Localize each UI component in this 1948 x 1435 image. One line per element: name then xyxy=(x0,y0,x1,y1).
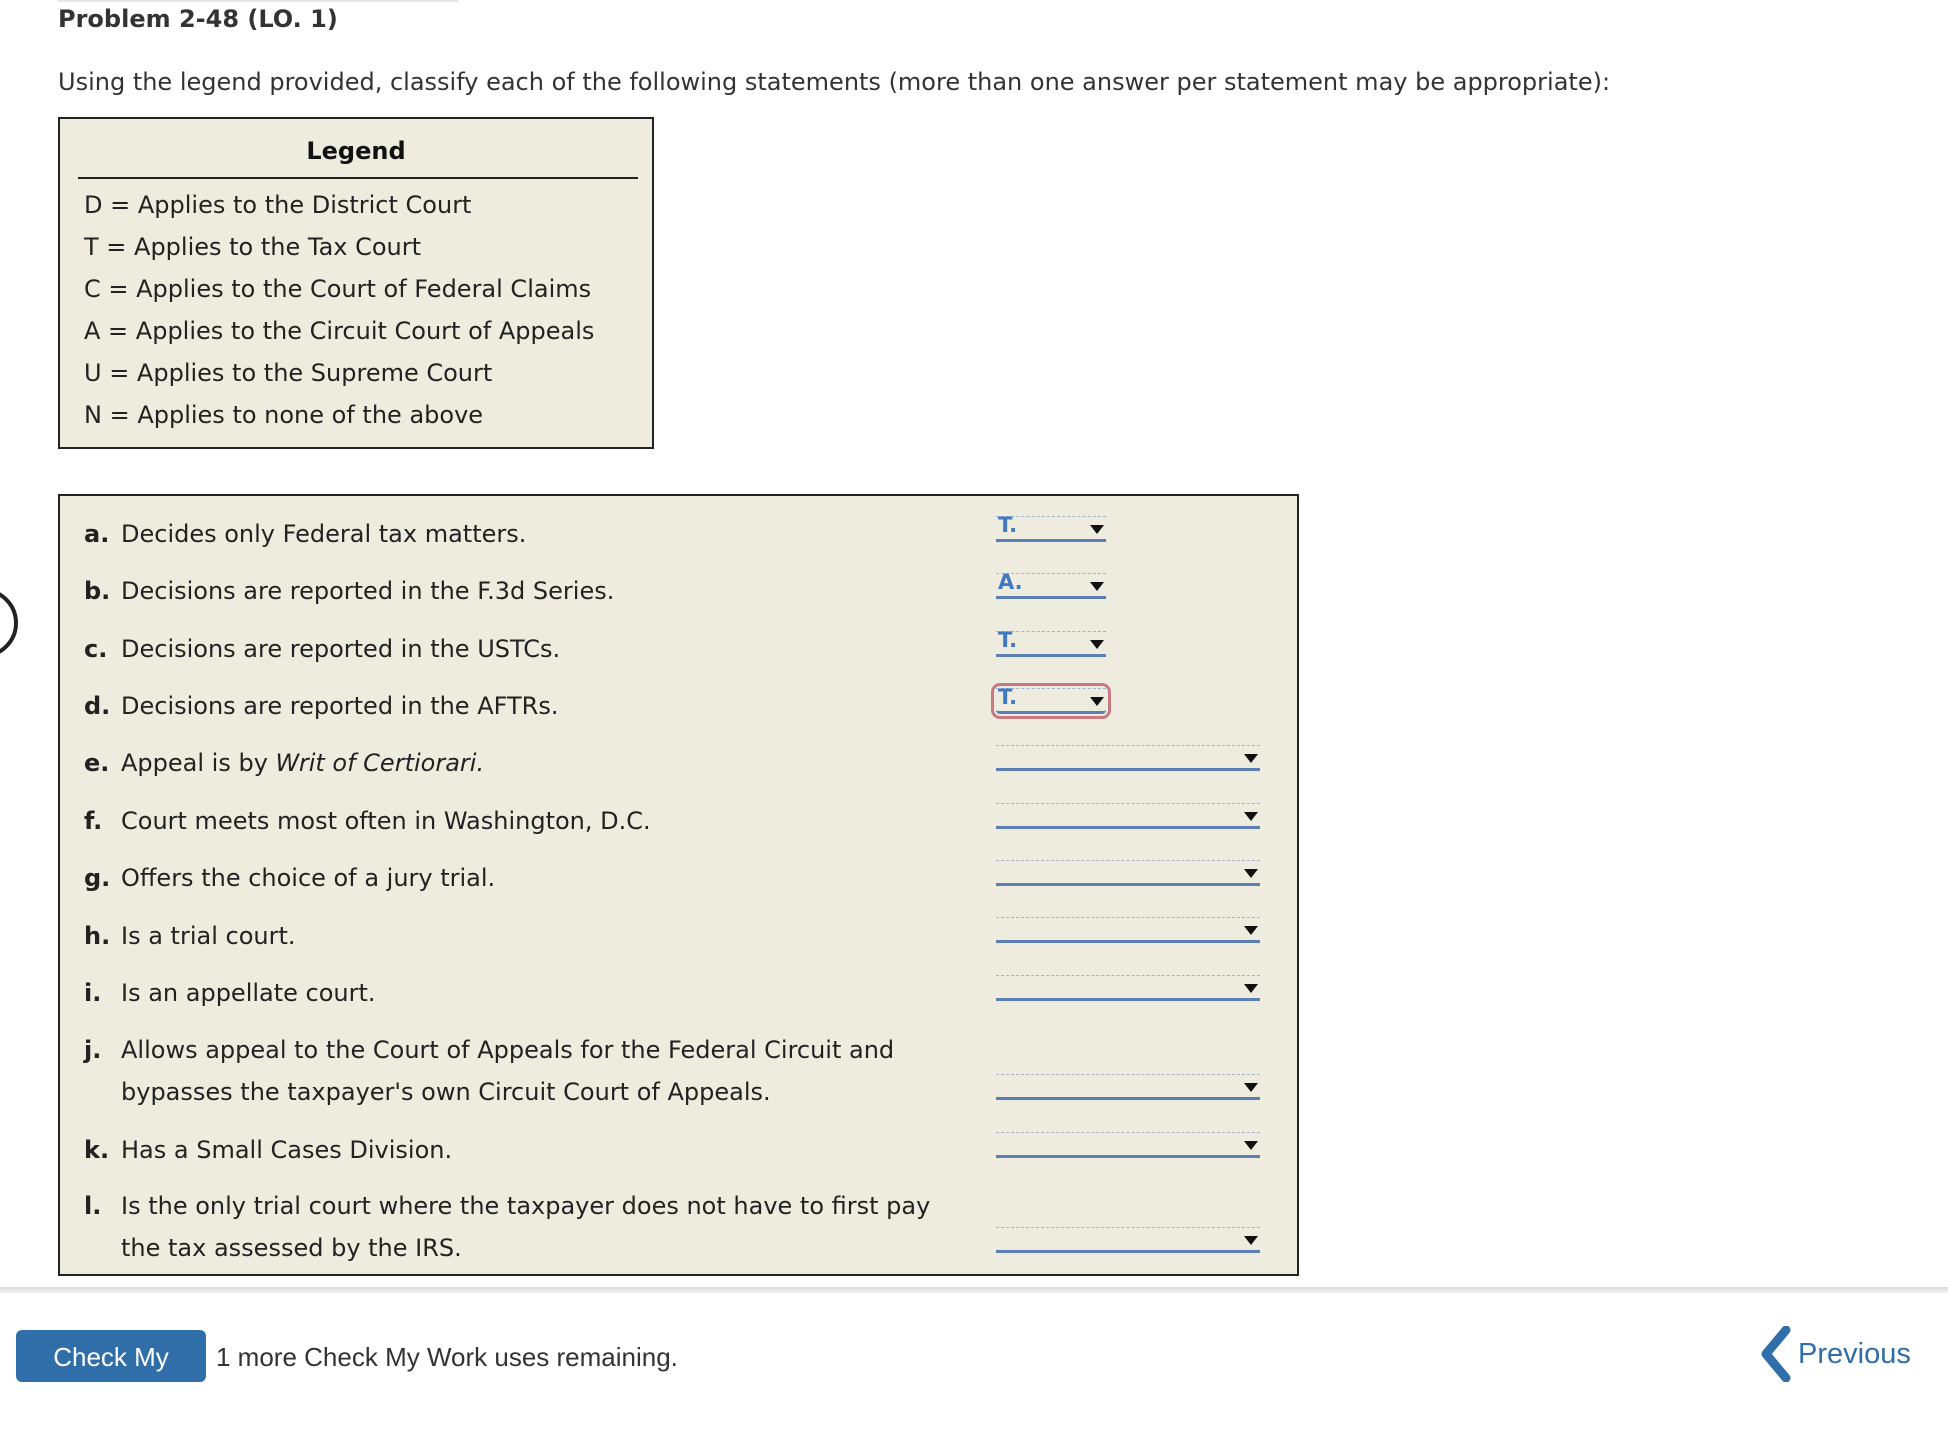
footer-divider xyxy=(0,1287,1948,1293)
dropdown-arrow-icon xyxy=(1090,697,1104,706)
selected-value: T. xyxy=(998,628,1018,652)
remaining-uses-text: 1 more Check My Work uses remaining. xyxy=(216,1342,678,1372)
answer-select-k[interactable] xyxy=(996,1132,1260,1158)
legend-item-c: C = Applies to the Court of Federal Claims xyxy=(84,275,592,303)
answer-select-a[interactable] xyxy=(996,513,1106,542)
dropdown-arrow-icon xyxy=(1244,1083,1258,1092)
question-e xyxy=(84,742,484,784)
question-text-emphasis: Writ of Certiorari. xyxy=(275,749,485,777)
dropdown-arrow-icon xyxy=(1244,926,1258,935)
question-f xyxy=(84,800,651,842)
question-letter: c. xyxy=(84,635,108,663)
answer-select-g[interactable] xyxy=(996,860,1260,886)
top-divider xyxy=(58,0,458,2)
question-letter: g. xyxy=(84,864,111,892)
question-l xyxy=(84,1185,930,1269)
answer-select-j[interactable] xyxy=(996,1074,1260,1100)
question-letter: d. xyxy=(84,692,111,720)
question-d xyxy=(84,685,558,727)
question-k xyxy=(84,1129,452,1171)
question-text: Is the only trial court where the taxpayer does not have to first pay xyxy=(121,1192,931,1220)
instructions: Using the legend provided, classify each of the following statements (more than one answer per statement may be appropriate): xyxy=(58,68,1611,96)
question-text: Decisions are reported in the F.3d Series. xyxy=(121,577,615,605)
question-text: Has a Small Cases Division. xyxy=(121,1136,453,1164)
question-letter: e. xyxy=(84,749,110,777)
legend-item-n: N = Applies to none of the above xyxy=(84,401,484,429)
legend-box xyxy=(58,117,654,449)
previous-button[interactable] xyxy=(1758,1324,1911,1384)
question-letter: h. xyxy=(84,922,111,950)
question-text-continued: bypasses the taxpayer's own Circuit Court of Appeals. xyxy=(121,1078,771,1106)
question-letter: f. xyxy=(84,807,103,835)
answer-select-f[interactable] xyxy=(996,803,1260,829)
question-h xyxy=(84,915,296,957)
question-letter: k. xyxy=(84,1136,110,1164)
previous-label: Previous xyxy=(1798,1337,1911,1370)
question-text: Decides only Federal tax matters. xyxy=(121,520,527,548)
legend-divider xyxy=(78,177,638,179)
chevron-left-icon xyxy=(1758,1326,1792,1382)
dropdown-arrow-icon xyxy=(1090,582,1104,591)
question-letter: a. xyxy=(84,520,110,548)
answer-select-b[interactable] xyxy=(996,570,1106,599)
question-text: Decisions are reported in the USTCs. xyxy=(121,635,561,663)
dropdown-arrow-icon xyxy=(1244,754,1258,763)
selected-value: A. xyxy=(998,570,1023,594)
dropdown-arrow-icon xyxy=(1244,869,1258,878)
answer-select-i[interactable] xyxy=(996,975,1260,1001)
page-edge-circle-icon xyxy=(0,588,18,658)
legend-title: Legend xyxy=(306,137,406,165)
selected-value: T. xyxy=(998,685,1018,709)
question-text: Allows appeal to the Court of Appeals for the Federal Circuit and xyxy=(121,1036,895,1064)
answer-select-e[interactable] xyxy=(996,745,1260,771)
question-text-continued: the tax assessed by the IRS. xyxy=(121,1234,462,1262)
question-c xyxy=(84,628,560,670)
dropdown-arrow-icon xyxy=(1244,984,1258,993)
answer-select-c[interactable] xyxy=(996,628,1106,657)
answer-select-d[interactable] xyxy=(996,685,1106,714)
dropdown-arrow-icon xyxy=(1244,812,1258,821)
selected-value: T. xyxy=(998,513,1018,537)
question-text: Appeal is by xyxy=(121,749,276,777)
legend-item-d: D = Applies to the District Court xyxy=(84,191,472,219)
answer-select-h[interactable] xyxy=(996,917,1260,943)
question-letter: i. xyxy=(84,979,102,1007)
dropdown-arrow-icon xyxy=(1244,1141,1258,1150)
questions-box xyxy=(58,494,1299,1276)
question-letter: j. xyxy=(84,1036,102,1064)
question-letter: l. xyxy=(84,1192,102,1220)
dropdown-arrow-icon xyxy=(1090,640,1104,649)
question-a xyxy=(84,513,526,555)
question-text: Is a trial court. xyxy=(121,922,296,950)
problem-title: Problem 2-48 (LO. 1) xyxy=(58,5,338,33)
legend-item-t: T = Applies to the Tax Court xyxy=(84,233,422,261)
answer-select-l[interactable] xyxy=(996,1227,1260,1253)
legend-item-u: U = Applies to the Supreme Court xyxy=(84,359,493,387)
question-b xyxy=(84,570,614,612)
question-j xyxy=(84,1029,894,1113)
question-g xyxy=(84,857,495,899)
question-text: Court meets most often in Washington, D.C. xyxy=(121,807,651,835)
dropdown-arrow-icon xyxy=(1090,525,1104,534)
check-my-work-button[interactable]: Check My Work xyxy=(16,1330,206,1382)
question-i xyxy=(84,972,376,1014)
question-text: Offers the choice of a jury trial. xyxy=(121,864,496,892)
question-text: Is an appellate court. xyxy=(121,979,376,1007)
legend-item-a: A = Applies to the Circuit Court of Appeals xyxy=(84,317,595,345)
dropdown-arrow-icon xyxy=(1244,1236,1258,1245)
question-letter: b. xyxy=(84,577,111,605)
question-text: Decisions are reported in the AFTRs. xyxy=(121,692,559,720)
